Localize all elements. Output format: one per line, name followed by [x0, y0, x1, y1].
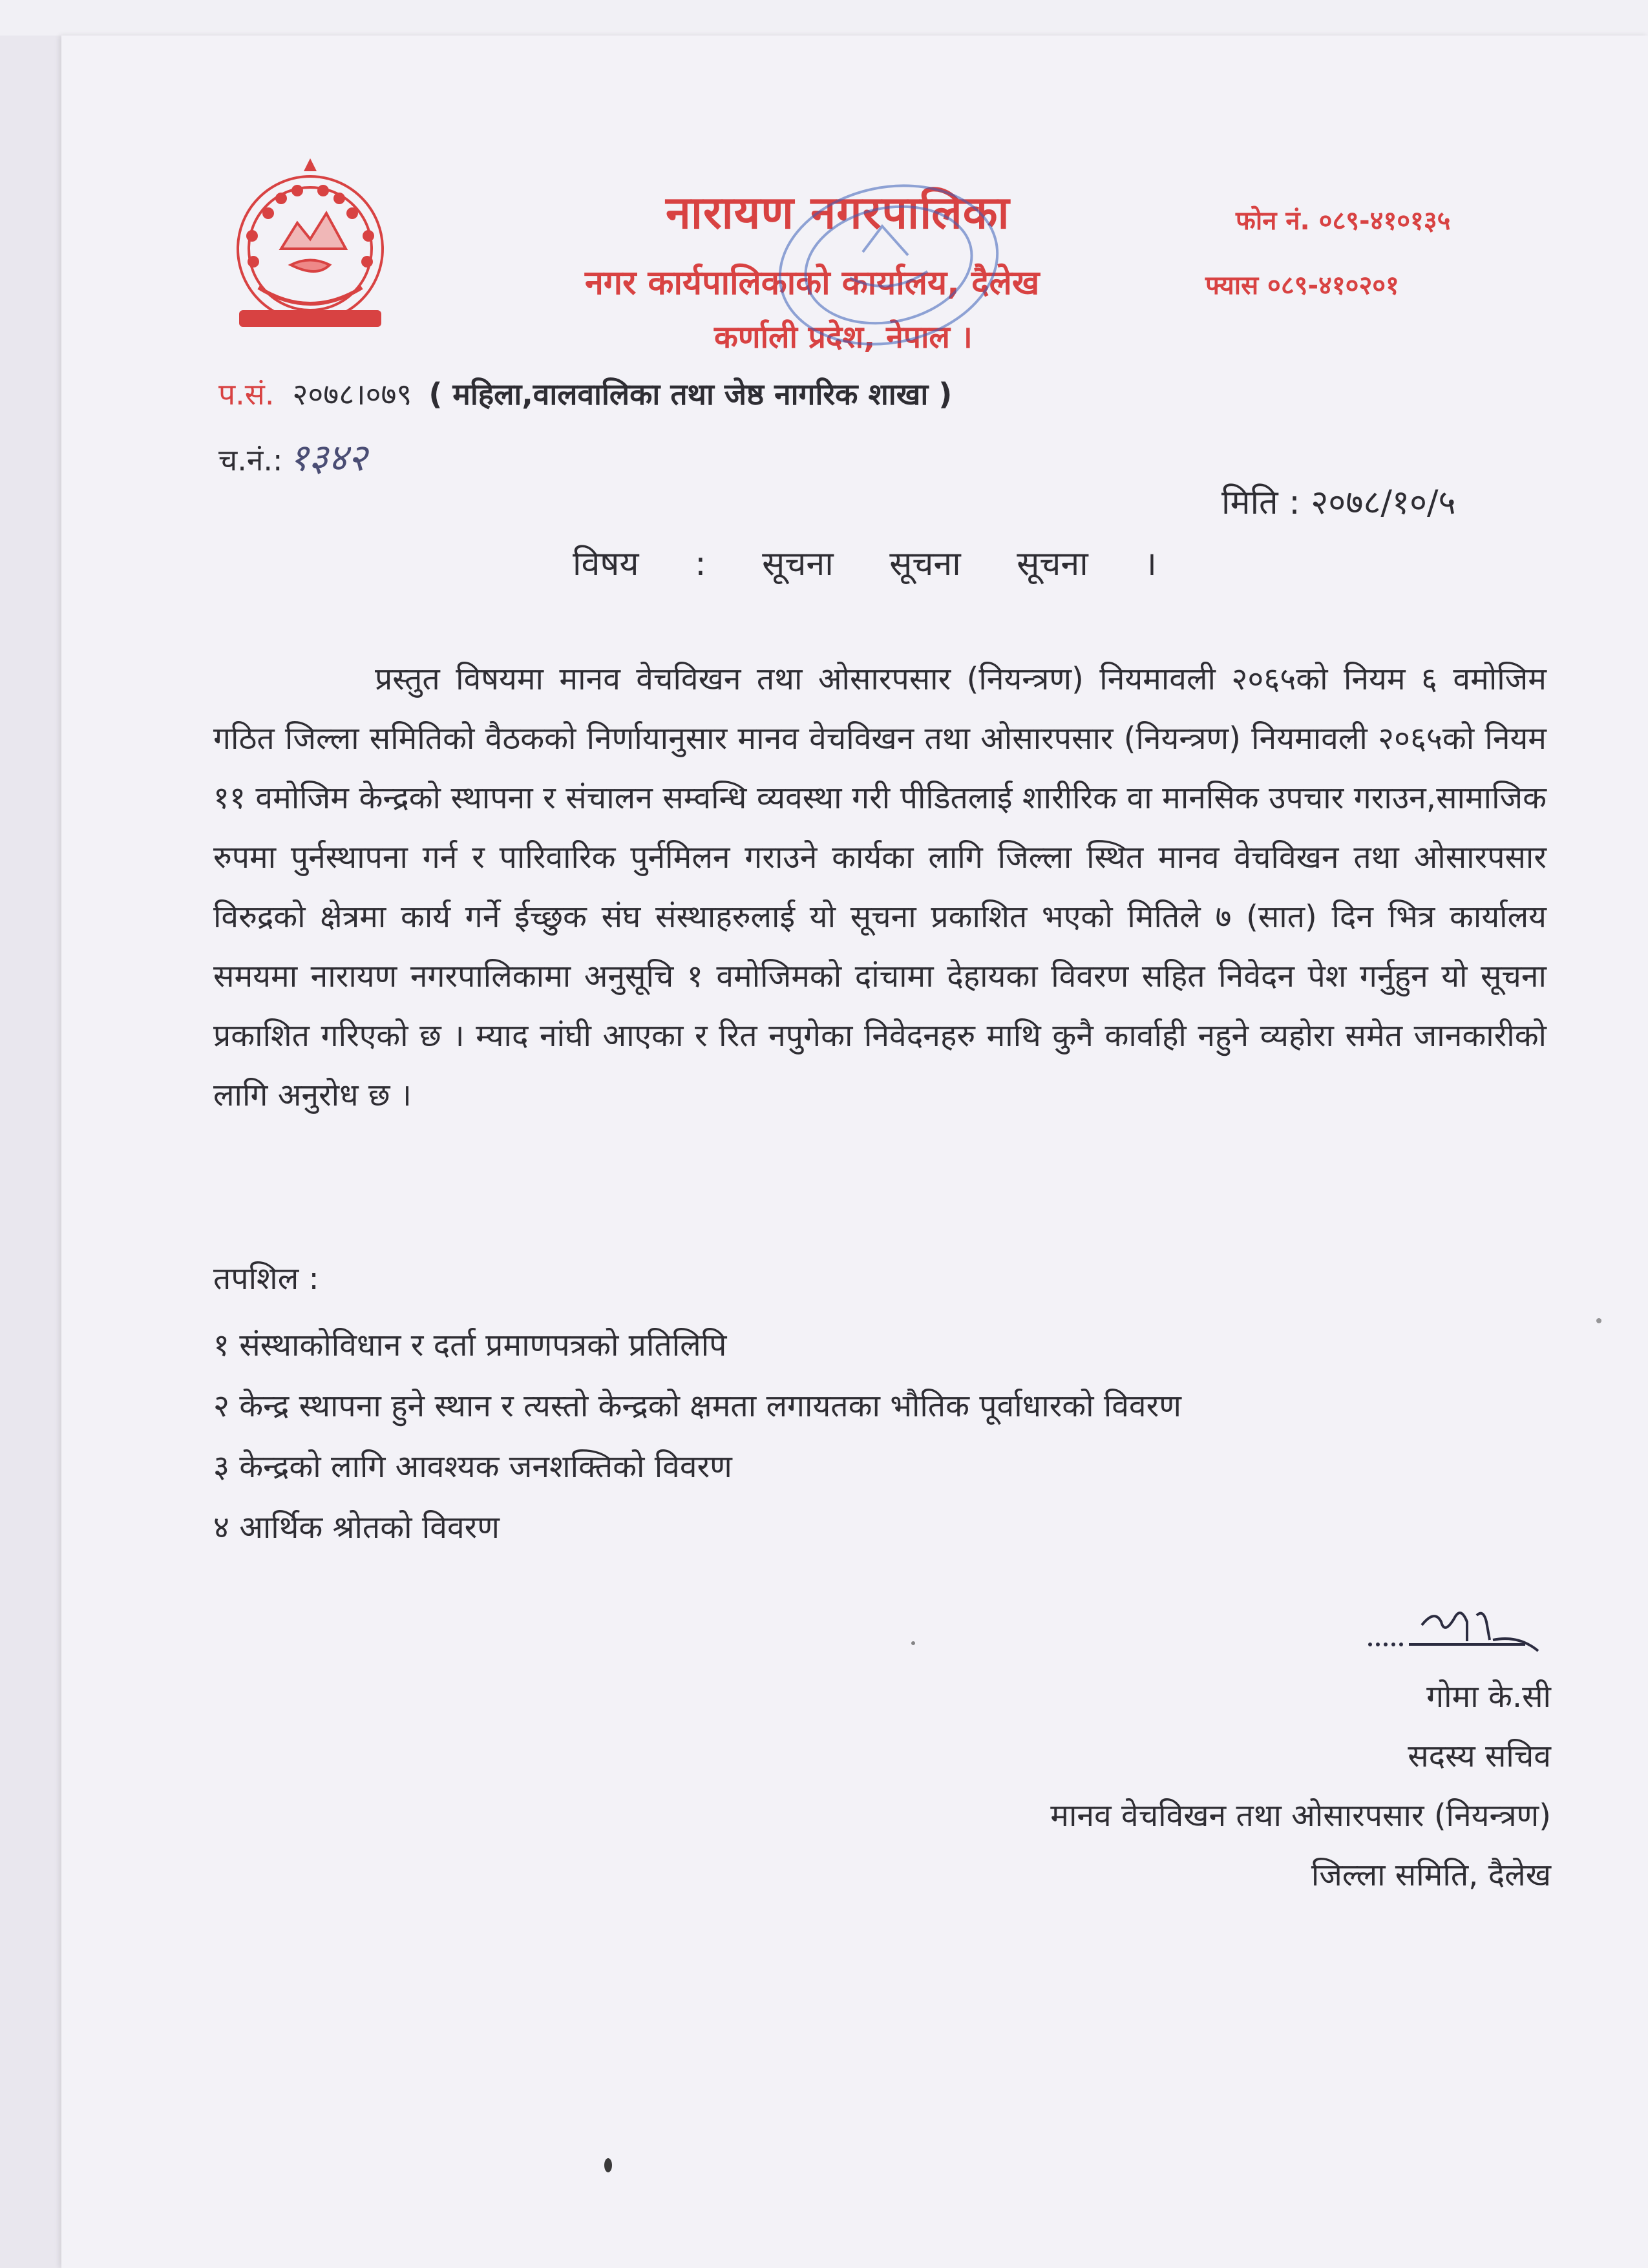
ps-label: प.सं.	[218, 377, 275, 412]
subject-line: विषय : सूचना सूचना सूचना ।	[573, 545, 1157, 583]
office-name: नारायण नगरपालिका	[666, 186, 1010, 239]
list-item: १ संस्थाकोविधान र दर्ता प्रमाणपत्रको प्रतिलिपि	[213, 1327, 727, 1363]
letter-date: मिति : २०७८/१०/५	[1221, 483, 1456, 522]
details-heading: तपशिल :	[213, 1261, 319, 1297]
signature-block	[1050, 1667, 1551, 1905]
fax-number: फ्यास ०८९-४१०२०१	[1205, 271, 1399, 300]
signatory-name: गोमा के.सी	[1426, 1679, 1551, 1715]
enclosure-list	[213, 1315, 1181, 1558]
signature-icon	[1364, 1596, 1545, 1667]
office-subtitle: नगर कार्यपालिकाको कार्यालय, दैलेख	[585, 264, 1040, 302]
notice-body: प्रस्तुत विषयमा मानव वेचविखन तथा ओसारपसार (नियन्त्रण) नियमावली २०६५को नियम ६ वमोजिम गठित जिल्ला समितिको वैठकको निर्णायानुसार मानव वेचविखन तथा ओसारपसार (नियन्त्रण) नियमावली २०६५को नियम ११ वमोजिम केन्द्रको स्थापना र संचालन सम्वन्धि व्यवस्था गरी पीडितलाई शारीरिक वा मानसिक उपचार गराउन,सामाजिक रुपमा पुर्नस्थापना गर्न र पारिवारिक पुर्नमिलन गराउने कार्यका लागि जिल्ला स्थित मानव वेचविखन तथा ओसारपसार विरुद्रको क्षेत्रमा कार्य गर्ने ईच्छुक संघ संस्थाहरुलाई यो सूचना प्रकाशित भएको मितिले ७ (सात) दिन भित्र कार्यालय समयमा नारायण नगरपालिकामा अनुसूचि १ वमोजिमको दांचामा देहायका विवरण सहित निवेदन पेश गर्नुहुन यो सूचना प्रकाशित गरिएको छ । म्याद नांघी आएका र रित नपुगेका निवेदनहरु माथि कुनै कार्वाही नहुने व्यहोरा समेत जानकारीको लागि अनुरोध छ ।	[213, 661, 1547, 1113]
scan-background	[0, 0, 1648, 36]
dispatch-number-line	[218, 430, 367, 481]
signatory-title: सदस्य सचिव	[1408, 1738, 1551, 1774]
signatory-office: जिल्ला समिति, दैलेख	[1311, 1857, 1551, 1893]
scan-speck	[911, 1641, 915, 1645]
office-region: कर्णाली प्रदेश, नेपाल ।	[714, 319, 973, 355]
phone-number: फोन नं. ०८९-४१०१३५	[1236, 206, 1451, 236]
list-item: ४ आर्थिक श्रोतको विवरण	[213, 1509, 500, 1546]
nepal-emblem-icon	[220, 158, 401, 346]
ps-number: २०७८।०७९	[292, 377, 412, 412]
scan-speck	[604, 2158, 612, 2172]
section-name: ( महिला,वालवालिका तथा जेष्ठ नागरिक शाखा )	[428, 377, 953, 412]
signatory-committee: मानव वेचविखन तथा ओसारपसार (नियन्त्रण)	[1050, 1798, 1551, 1834]
cn-label: च.नं.:	[218, 443, 283, 478]
list-item: २ केन्द्र स्थापना हुने स्थान र त्यस्तो केन्द्रको क्षमता लगायतका भौतिक पूर्वाधारको विवरण	[213, 1388, 1181, 1424]
reference-line	[218, 373, 952, 414]
scan-speck	[1596, 1318, 1601, 1323]
list-item: ३ केन्द्रको लागि आवश्यक जनशक्तिको विवरण	[213, 1449, 732, 1485]
cn-number: १३४२	[289, 436, 368, 479]
office-stamp-icon	[714, 174, 1050, 388]
